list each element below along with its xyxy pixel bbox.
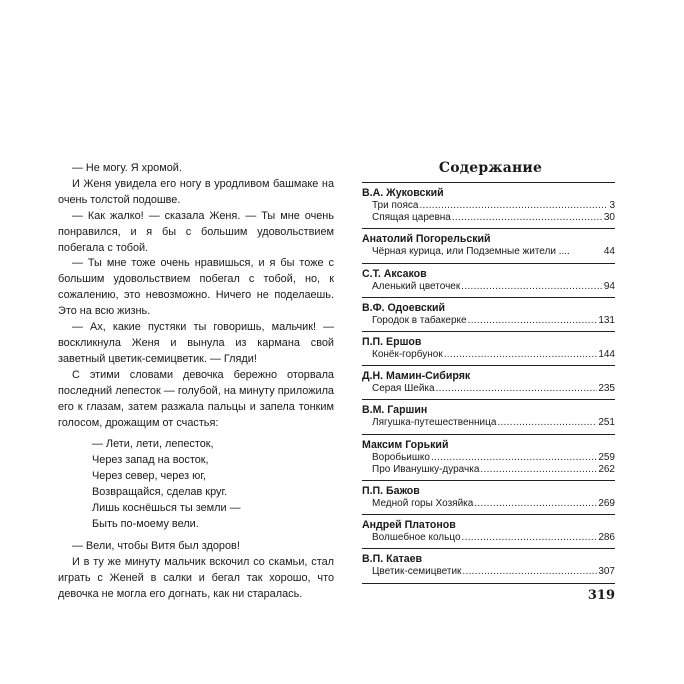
toc-dot-leader bbox=[431, 452, 597, 464]
toc-author: П.П. Ершов bbox=[362, 336, 422, 349]
toc-dot-leader bbox=[462, 566, 597, 578]
toc-entry bbox=[362, 498, 615, 510]
story-paragraph: — Ах, какие пустяки ты говоришь, мальчик! — воскликнула Женя и вынула из кармана свой заветный цветик-семицветик. — Гляди! bbox=[58, 321, 334, 365]
toc-dot-leader bbox=[480, 464, 597, 476]
toc-dot-leader bbox=[462, 532, 598, 544]
toc-dot-leader bbox=[474, 498, 597, 510]
toc-entry-title: Лягушка-путешественница bbox=[372, 417, 497, 429]
toc-entry-title: Серая Шейка bbox=[372, 383, 435, 395]
toc-entry-title: Чёрная курица, или Подземные жители .... bbox=[372, 246, 570, 258]
toc-entry bbox=[362, 383, 615, 395]
toc-entry-page: 251 bbox=[598, 417, 615, 429]
toc-author: В.П. Катаев bbox=[362, 553, 423, 566]
toc-entry bbox=[362, 200, 615, 212]
toc-dot-leader bbox=[452, 212, 603, 224]
toc-dot-leader bbox=[444, 349, 598, 361]
toc-author-group bbox=[362, 515, 615, 549]
toc-entry bbox=[362, 452, 615, 464]
toc-entry-title: Воробьишко bbox=[372, 451, 430, 463]
toc-entry bbox=[362, 315, 615, 327]
toc-entry-page: 94 bbox=[603, 280, 615, 292]
toc-entry-page: 259 bbox=[598, 451, 615, 463]
poem-line: Через запад на восток, bbox=[92, 454, 209, 467]
toc-title: Содержание bbox=[438, 160, 543, 176]
story-paragraph: — Ты мне тоже очень нравишься, и я бы тоже с большим удовольствием побегал с тобой, но, к сожалению, это невозможно. Ничего не поделаешь. Это на всю жизнь. bbox=[58, 257, 334, 318]
toc-author-group bbox=[362, 183, 615, 229]
page-number: 319 bbox=[587, 587, 615, 603]
poem-line: — Лети, лети, лепесток, bbox=[92, 438, 214, 451]
toc-author-group bbox=[362, 400, 615, 434]
toc-dot-leader bbox=[419, 200, 608, 212]
toc-entry-page: 30 bbox=[603, 212, 615, 224]
poem-line: Возвращайся, сделав круг. bbox=[92, 486, 228, 499]
toc-entry-title: Про Иванушку-дурачка bbox=[372, 463, 480, 475]
story-paragraph: И в ту же минуту мальчик вскочил со скамьи, стал играть с Женей в салки и бегал так хорошо, что девочка не могла его догнать, как ни старалась. bbox=[58, 555, 334, 600]
poem-line: Быть по-моему вели. bbox=[92, 517, 199, 530]
story-paragraph: С этими словами девочка бережно оторвала последний лепесток — голубой, на минуту приложила его к глазам, затем разжала пальцы и запела тонким голосом, дрожащим от счастья: bbox=[58, 368, 334, 429]
toc-author: В.Ф. Одоевский bbox=[362, 301, 446, 314]
toc-entry-page: 269 bbox=[598, 498, 615, 510]
toc-dot-leader bbox=[468, 315, 598, 327]
toc-entry bbox=[362, 532, 615, 544]
toc-entry bbox=[362, 566, 615, 578]
toc-author-group bbox=[362, 332, 615, 366]
toc-entry-page: 144 bbox=[598, 349, 615, 361]
toc-entry-title: Городок в табакерке bbox=[372, 314, 467, 326]
story-paragraphs-after-poem bbox=[58, 539, 334, 603]
story-paragraph: — Как жалко! — сказала Женя. — Ты мне очень понравился, и я бы с большим удовольствием побегала с тобой. bbox=[58, 209, 334, 254]
poem-line: Лишь коснёшься ты земли — bbox=[92, 502, 241, 515]
toc-author: Андрей Платонов bbox=[362, 519, 456, 532]
toc-author-group bbox=[362, 549, 615, 583]
toc-entry-title: Волшебное кольцо bbox=[372, 532, 461, 544]
toc-author-group bbox=[362, 264, 615, 298]
toc-entry bbox=[362, 349, 615, 361]
toc-author: Д.Н. Мамин-Сибиряк bbox=[362, 370, 471, 383]
story-paragraph: — Не могу. Я хромой. bbox=[72, 162, 182, 174]
toc-entry-page: 3 bbox=[609, 200, 615, 211]
toc-entry-title: Аленький цветочек bbox=[372, 280, 461, 292]
toc-entry-page: 235 bbox=[598, 383, 615, 395]
toc-author: В.А. Жуковский bbox=[362, 187, 444, 199]
toc-author-group bbox=[362, 366, 615, 400]
toc-author: С.Т. Аксаков bbox=[362, 267, 427, 280]
toc-entry bbox=[362, 246, 615, 258]
toc-entry-title: Цветик-семицветик bbox=[372, 566, 462, 578]
toc-entry bbox=[362, 212, 615, 224]
toc-author-group bbox=[362, 229, 615, 263]
toc-author: Максим Горький bbox=[362, 438, 449, 451]
toc-entry-page: 262 bbox=[598, 463, 615, 475]
story-text-page bbox=[58, 161, 334, 602]
toc-author-group bbox=[362, 435, 615, 481]
toc-dot-leader bbox=[436, 383, 598, 395]
toc-entry-page: 286 bbox=[598, 532, 615, 544]
toc-entry-page: 131 bbox=[598, 314, 615, 326]
toc-entry bbox=[362, 417, 615, 429]
toc-entry-title: Медной горы Хозяйка bbox=[372, 498, 474, 510]
toc-author: П.П. Бажов bbox=[362, 485, 420, 498]
story-paragraph: И Женя увидела его ногу в уродливом башмаке на очень толстой подошве. bbox=[58, 177, 334, 206]
toc-entry bbox=[362, 464, 615, 476]
toc-author: В.М. Гаршин bbox=[362, 404, 428, 417]
toc-author: Анатолий Погорельский bbox=[362, 233, 491, 246]
toc-entry-title: Конёк-горбунок bbox=[372, 349, 443, 361]
poem-verse bbox=[92, 437, 334, 532]
toc-entry bbox=[362, 281, 615, 293]
toc-dot-leader bbox=[461, 281, 603, 293]
toc-author-group bbox=[362, 298, 615, 332]
toc-groups bbox=[362, 183, 615, 584]
toc-author-group bbox=[362, 481, 615, 515]
toc-dot-leader bbox=[497, 417, 597, 429]
toc-entry-title: Спящая царевна bbox=[372, 212, 451, 224]
toc-entry-title: Три пояса bbox=[372, 200, 419, 211]
story-paragraph: — Вели, чтобы Витя был здоров! bbox=[72, 539, 240, 552]
table-of-contents-page bbox=[362, 160, 615, 603]
toc-entry-page: 44 bbox=[603, 246, 615, 258]
toc-entry-page: 307 bbox=[598, 566, 615, 578]
story-paragraphs-before-poem bbox=[58, 161, 334, 431]
poem-line: Через север, через юг, bbox=[92, 470, 206, 483]
